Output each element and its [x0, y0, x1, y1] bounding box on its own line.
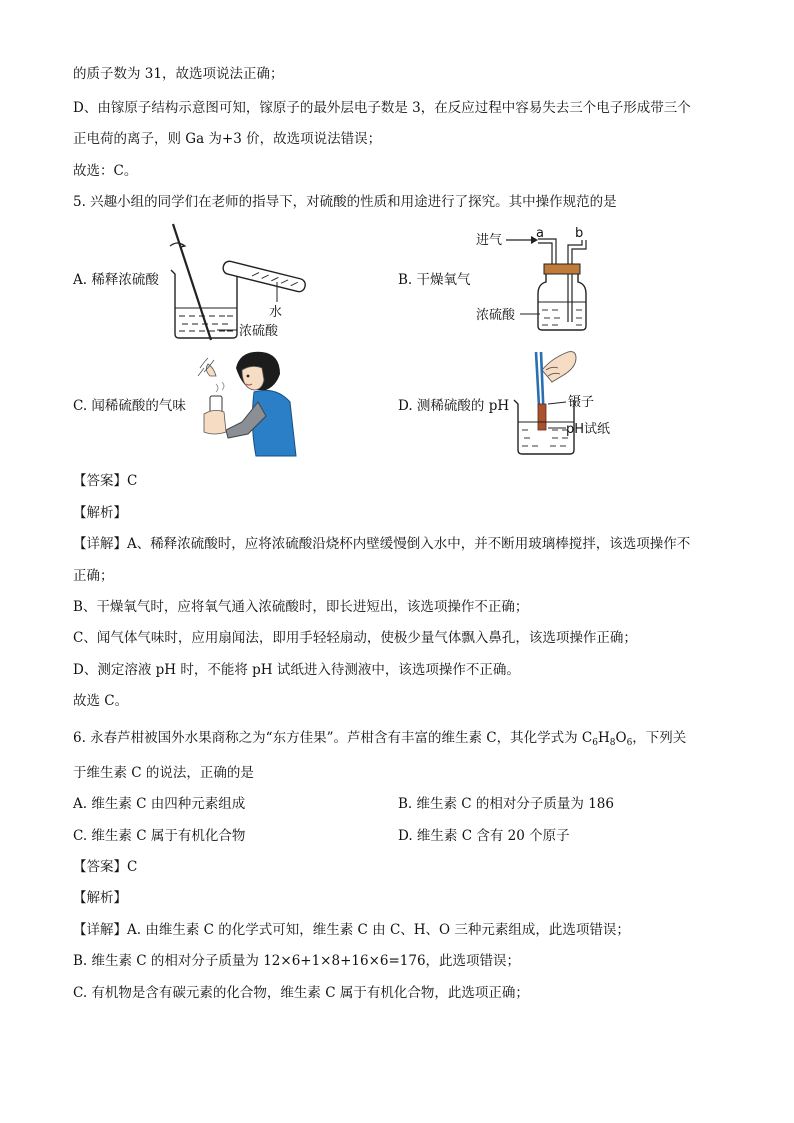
- q6-stem-post: ，下列关: [632, 730, 687, 746]
- label-tube-a: a: [536, 226, 544, 241]
- figure-dry-oxygen: [476, 222, 616, 334]
- formula-h-sub: 8: [609, 738, 616, 748]
- label-tube-b: b: [575, 226, 584, 241]
- figure-smell-gas: [196, 346, 298, 458]
- ph-test-drawing: [512, 348, 642, 458]
- q6-option-c: C. 维生素 C 属于有机化合物: [73, 828, 246, 844]
- q6-option-b: B. 维生素 C 的相对分子质量为 186: [398, 796, 614, 812]
- q6-detail-line: B. 维生素 C 的相对分子质量为 12×6+1×8+16×6=176，此选项错误；: [73, 953, 521, 969]
- q5-detail-line: 【详解】A、稀释浓硫酸时，应将浓硫酸沿烧杯内壁缓慢倒入水中，并不断用玻璃棒搅拌，该选项操作不: [73, 536, 691, 552]
- label-concentrated-acid-b: 浓硫酸: [476, 308, 516, 323]
- q5-option-d: D. 测稀硫酸的 pH: [398, 398, 510, 414]
- q5-detail-line: D、测定溶液 pH 时，不能将 pH 试纸进入待测液中，该选项操作不正确。: [73, 662, 520, 678]
- formula-c-sub: 6: [592, 738, 598, 748]
- q6-detail-line: 【详解】A. 由维生素 C 的化学式可知，维生素 C 由 C、H、O 三种元素组成，此选项错误；: [73, 922, 630, 938]
- question-5-stem: 5. 兴趣小组的同学们在老师的指导下，对硫酸的性质和用途进行了探究。其中操作规范的是: [73, 194, 617, 210]
- child-fanning-drawing: [196, 346, 298, 458]
- q5-option-a: A. 稀释浓硫酸: [73, 272, 159, 288]
- text-line: 的质子数为 31，故选项说法正确；: [73, 66, 284, 82]
- text-line: 故选：C。: [73, 163, 138, 179]
- q6-detail-line: C. 有机物是含有碳元素的化合物，维生素 C 属于有机化合物，此选项正确；: [73, 985, 529, 1001]
- q5-detail-line: C、闻气体气味时，应用扇闻法，即用手轻轻扇动，使极少量气体飘入鼻孔，该选项操作正确；: [73, 630, 637, 646]
- q5-detail-line: B、干燥氧气时，应将氧气通入浓硫酸时，即长进短出，该选项操作不正确；: [73, 599, 529, 615]
- q5-detail-line: 正确；: [73, 568, 114, 584]
- label-water: 水: [269, 305, 283, 320]
- dilute-acid-drawing: [165, 218, 315, 346]
- formula-o-sub: 6: [626, 738, 633, 748]
- q5-conclusion: 故选 C。: [73, 693, 129, 709]
- q6-answer: 【答案】C: [73, 859, 138, 875]
- figure-measure-ph: [512, 348, 642, 458]
- q6-option-a: A. 维生素 C 由四种元素组成: [73, 796, 246, 812]
- figure-dilute-acid: [165, 218, 315, 346]
- q5-answer: 【答案】C: [73, 473, 138, 489]
- q5-option-b: B. 干燥氧气: [398, 272, 471, 288]
- label-ph-paper: pH试纸: [566, 422, 611, 437]
- question-6-stem: [73, 728, 686, 753]
- formula-c: C: [581, 730, 593, 746]
- label-tweezers: 镊子: [568, 395, 595, 410]
- q5-option-c: C. 闻稀硫酸的气味: [73, 398, 186, 414]
- gas-wash-bottle-drawing: [476, 222, 616, 334]
- text-line: D、由镓原子结构示意图可知，镓原子的最外层电子数是 3，在反应过程中容易失去三个电子形成带三个: [73, 100, 691, 116]
- label-gas-inlet: 进气: [476, 233, 503, 248]
- text-line: 正电荷的离子，则 Ga 为+3 价，故选项说法错误；: [73, 131, 382, 147]
- formula-h: H: [597, 730, 610, 746]
- q5-analysis-title: 【解析】: [73, 505, 127, 521]
- formula-o: O: [615, 730, 627, 746]
- q6-option-d: D. 维生素 C 含有 20 个原子: [398, 828, 570, 844]
- q6-stem-pre: 6. 永春芦柑被国外水果商称之为“东方佳果”。芦柑含有丰富的维生素 C，其化学式为: [73, 730, 582, 746]
- question-6-stem-2: 于维生素 C 的说法，正确的是: [73, 765, 254, 781]
- label-concentrated-acid: 浓硫酸: [239, 324, 279, 339]
- q6-analysis-title: 【解析】: [73, 890, 127, 906]
- chemical-formula: [582, 730, 632, 746]
